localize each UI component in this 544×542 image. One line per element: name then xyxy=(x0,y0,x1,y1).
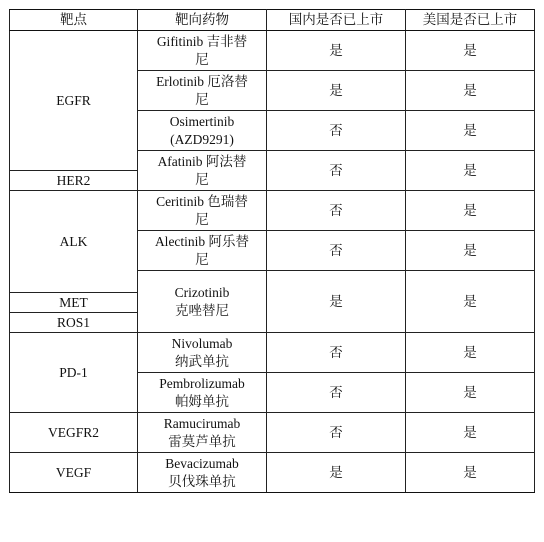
drug-cell xyxy=(138,111,267,151)
us-status-cell: 是 xyxy=(406,71,535,111)
drug-name: Erlotinib 厄洛替 xyxy=(156,73,248,89)
targeted-drug-table xyxy=(9,9,535,493)
drug-name: Crizotinib xyxy=(174,284,230,300)
header-row xyxy=(10,10,535,31)
drug-name: Alectinib 阿乐替 xyxy=(154,233,250,249)
drug-name: Afatinib 阿法替 xyxy=(157,153,247,169)
cn-status-cell: 否 xyxy=(267,191,406,231)
header-target: 靶点 xyxy=(10,10,138,31)
drug-cell xyxy=(138,151,267,191)
drug-name: Gifitinib 吉非替 xyxy=(156,33,248,49)
drug-name: Bevacizumab xyxy=(165,455,239,471)
drug-name-cont: 尼 xyxy=(195,91,209,107)
drug-name: Ramucirumab xyxy=(163,415,241,431)
drug-cell xyxy=(138,333,267,373)
header-us-approved: 美国是否已上市 xyxy=(406,10,535,31)
drug-name: Pembrolizumab xyxy=(159,375,245,391)
us-status-cell: 是 xyxy=(406,333,535,373)
table-row xyxy=(10,453,535,493)
drug-name: Osimertinib xyxy=(169,113,235,129)
us-status-cell: 是 xyxy=(406,191,535,231)
us-status-cell: 是 xyxy=(406,413,535,453)
target-cell-vegf: VEGF xyxy=(10,453,138,493)
drug-name-cont: 纳武单抗 xyxy=(175,353,229,369)
drug-cell xyxy=(138,71,267,111)
drug-cell xyxy=(138,271,267,333)
us-status-cell: 是 xyxy=(406,231,535,271)
us-status-cell: 是 xyxy=(406,373,535,413)
us-status-cell: 是 xyxy=(406,271,535,333)
target-cell-pd1: PD-1 xyxy=(10,333,138,413)
cn-status-cell: 是 xyxy=(267,453,406,493)
us-status-cell: 是 xyxy=(406,151,535,191)
drug-name-cont: 雷莫芦单抗 xyxy=(168,433,236,449)
header-drug: 靶向药物 xyxy=(138,10,267,31)
drug-name-cont: (AZD9291) xyxy=(170,131,234,147)
table-row xyxy=(10,31,535,71)
drug-name: Ceritinib 色瑞替 xyxy=(156,193,248,209)
drug-name-cont: 帕姆单抗 xyxy=(175,393,229,409)
drug-cell xyxy=(138,231,267,271)
cn-status-cell: 是 xyxy=(267,271,406,333)
cn-status-cell: 否 xyxy=(267,151,406,191)
us-status-cell: 是 xyxy=(406,453,535,493)
cn-status-cell: 否 xyxy=(267,231,406,271)
target-cell-her2: HER2 xyxy=(10,171,138,191)
cn-status-cell: 是 xyxy=(267,31,406,71)
table-row xyxy=(10,191,535,231)
drug-name-cont: 尼 xyxy=(195,51,209,67)
drug-cell xyxy=(138,191,267,231)
us-status-cell: 是 xyxy=(406,31,535,71)
cn-status-cell: 是 xyxy=(267,71,406,111)
header-cn-approved: 国内是否已上市 xyxy=(267,10,406,31)
cn-status-cell: 否 xyxy=(267,373,406,413)
drug-name-cont: 尼 xyxy=(195,251,209,267)
drug-name: Nivolumab xyxy=(171,335,233,351)
target-cell-egfr: EGFR xyxy=(10,31,138,171)
table-row xyxy=(10,333,535,373)
target-cell-met: MET xyxy=(10,293,138,313)
drug-name-cont: 克唑替尼 xyxy=(175,302,229,318)
drug-name-cont: 贝伐珠单抗 xyxy=(168,473,236,489)
table-row xyxy=(10,413,535,453)
us-status-cell: 是 xyxy=(406,111,535,151)
cn-status-cell: 否 xyxy=(267,413,406,453)
cn-status-cell: 否 xyxy=(267,333,406,373)
cn-status-cell: 否 xyxy=(267,111,406,151)
drug-cell xyxy=(138,413,267,453)
target-cell-alk: ALK xyxy=(10,191,138,293)
drug-cell xyxy=(138,373,267,413)
target-cell-vegfr2: VEGFR2 xyxy=(10,413,138,453)
drug-name-cont: 尼 xyxy=(195,211,209,227)
drug-name-cont: 尼 xyxy=(195,171,209,187)
target-cell-ros1: ROS1 xyxy=(10,313,138,333)
drug-cell xyxy=(138,453,267,493)
drug-cell xyxy=(138,31,267,71)
